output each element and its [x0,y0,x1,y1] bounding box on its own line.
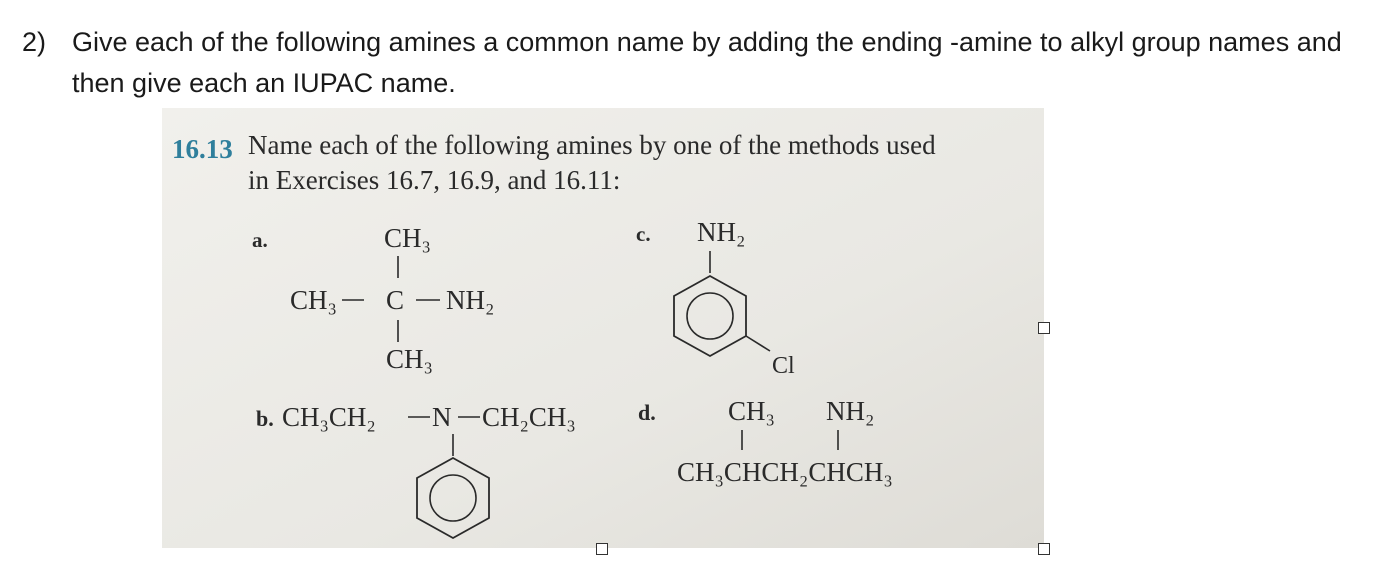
question-text: Give each of the following amines a common name by adding the ending -amine to alkyl group names and then give each an IUPAC name. [72,27,1342,98]
a-bottom-group: CH₃ [386,344,433,374]
question-block [22,22,1352,104]
c-top-group: NH₂ [697,217,746,247]
b-center-atom: N [432,402,452,432]
resize-handle-bottom[interactable] [596,543,608,555]
item-label-d: d. [638,400,656,425]
exercise-number: 16.13 [172,134,233,164]
question-number: 2) [22,27,47,57]
a-top-group: CH₃ [384,223,431,253]
d-branch-methyl: CH₃ [728,396,775,426]
b-left-group: CH₃CH₂ [282,402,376,432]
textbook-image [162,108,1044,548]
exercise-prompt-line1: Name each of the following amines by one of the methods used [248,130,936,160]
d-branch-amino: NH₂ [826,396,875,426]
b-right-group: CH₂CH₃ [482,402,576,432]
item-label-b: b. [256,406,274,431]
a-center-atom: C [386,285,405,315]
exercise-prompt-line2: in Exercises 16.7, 16.9, and 16.11: [248,165,621,195]
resize-handle-corner[interactable] [1038,543,1050,555]
item-label-a: a. [252,228,268,252]
textbook-photo [162,108,1044,548]
a-left-group: CH₃ [290,285,337,315]
item-label-c: c. [636,222,651,246]
resize-handle-right[interactable] [1038,322,1050,334]
a-right-group: NH₂ [446,285,495,315]
c-substituent: Cl [772,353,795,379]
d-main-chain: CH₃CHCH₂CHCH₃ [677,457,893,487]
